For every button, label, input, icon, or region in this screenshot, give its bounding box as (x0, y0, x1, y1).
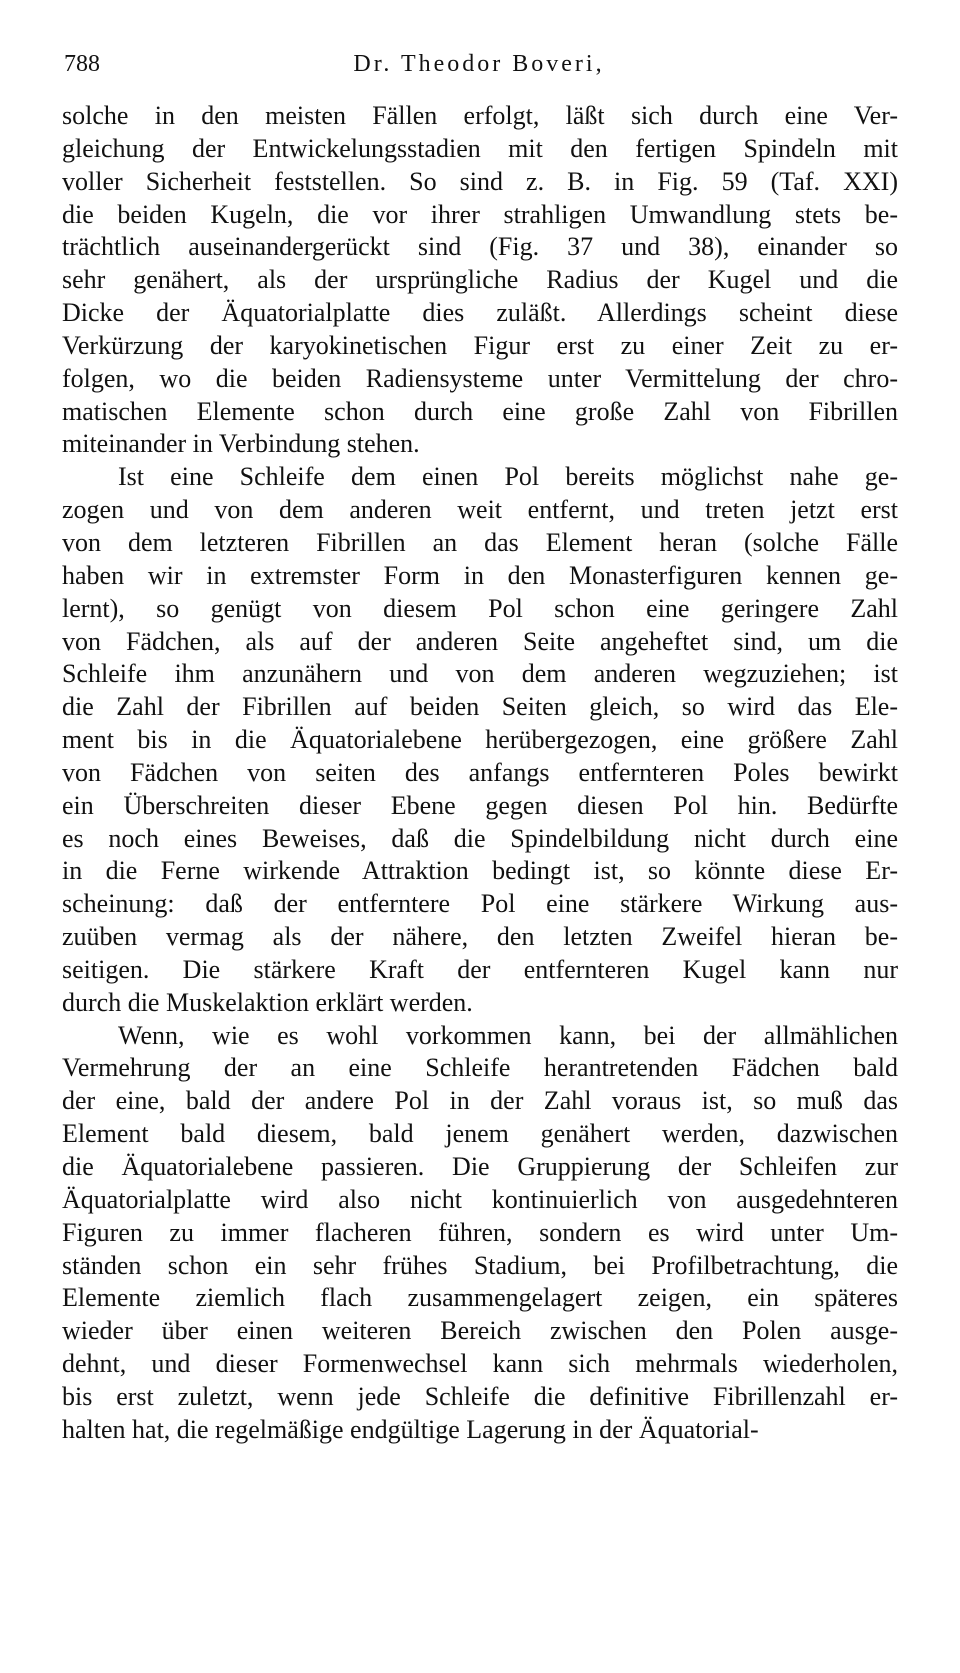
text-line: von Fädchen, als auf der anderen Seite angeheftet sind, um die (62, 626, 898, 656)
text-line: voller Sicherheit feststellen. So sind z. B. in Fig. 59 (Taf. XXI) (62, 166, 898, 196)
text-line: gleichung der Entwickelungsstadien mit den fertigen Spindeln mit (62, 133, 898, 163)
text-line: lernt), so genügt von diesem Pol schon eine geringere Zahl (62, 593, 898, 623)
page-number: 788 (64, 51, 100, 77)
paragraph (62, 1020, 898, 1447)
text-line: ein Überschreiten dieser Ebene gegen diesen Pol hin. Bedürfte (62, 790, 898, 820)
text-line: ment bis in die Äquatorialebene herübergezogen, eine größere Zahl (62, 725, 898, 755)
text-line: bis erst zuletzt, wenn jede Schleife die definitive Fibrillenzahl er- (62, 1381, 898, 1411)
page-header (64, 46, 894, 82)
text-line: Wenn, wie es wohl vorkommen kann, bei der allmählichen (118, 1020, 898, 1050)
text-line: solche in den meisten Fällen erfolgt, läßt sich durch eine Ver- (62, 101, 898, 130)
text-line: es noch eines Beweises, daß die Spindelbildung nicht durch eine (62, 823, 898, 853)
text-line: haben wir in extremster Form in den Monasterfiguren kennen ge- (62, 560, 898, 590)
text-line: seitigen. Die stärkere Kraft der entfernteren Kugel kann nur (62, 954, 898, 984)
body-text (62, 100, 898, 1447)
text-line: Elemente ziemlich flach zusammengelagert zeigen, ein späteres (62, 1283, 898, 1313)
text-line: die beiden Kugeln, die vor ihrer strahligen Umwandlung stets be- (62, 199, 898, 229)
paragraph (62, 100, 898, 461)
text-line: zogen und von dem anderen weit entfernt, und treten jetzt erst (62, 495, 898, 525)
text-line: Vermehrung der an eine Schleife herantretenden Fädchen bald (62, 1053, 898, 1083)
text-line: zuüben vermag als der nähere, den letzten Zweifel hieran be- (62, 922, 898, 952)
text-line: von Fädchen von seiten des anfangs entfernteren Poles bewirkt (62, 757, 898, 787)
text-line: matischen Elemente schon durch eine große Zahl von Fibrillen (62, 396, 898, 426)
text-line: der eine, bald der andere Pol in der Zahl voraus ist, so muß das (62, 1086, 898, 1116)
text-line: trächtlich auseinandergerückt sind (Fig. 37 und 38), einander so (62, 232, 898, 262)
text-line: in die Ferne wirkende Attraktion bedingt ist, so könnte diese Er- (62, 856, 898, 886)
running-head: Dr. Theodor Boveri, (353, 51, 605, 77)
text-line: Schleife ihm anzunähern und von dem anderen wegzuziehen; ist (62, 659, 898, 689)
text-line: miteinander in Verbindung stehen. (62, 429, 420, 459)
text-line: scheinung: daß der entferntere Pol eine stärkere Wirkung aus- (62, 889, 898, 919)
text-line: sehr genähert, als der ursprüngliche Radius der Kugel und die (62, 265, 898, 295)
text-line: durch die Muskelaktion erklärt werden. (62, 987, 473, 1017)
text-line: Element bald diesem, bald jenem genähert werden, dazwischen (62, 1119, 898, 1149)
text-line: Dicke der Äquatorialplatte dies zuläßt. Allerdings scheint diese (62, 298, 898, 328)
text-line: Verkürzung der karyokinetischen Figur erst zu einer Zeit zu er- (62, 330, 898, 360)
text-line: dehnt, und dieser Formenwechsel kann sich mehrmals wiederholen, (62, 1349, 898, 1379)
text-line: Ist eine Schleife dem einen Pol bereits möglichst nahe ge- (118, 462, 898, 492)
text-line: ständen schon ein sehr frühes Stadium, bei Profilbetrachtung, die (62, 1250, 898, 1280)
text-line: halten hat, die regelmäßige endgültige Lagerung in der Äquatorial- (62, 1414, 759, 1444)
text-line: die Zahl der Fibrillen auf beiden Seiten gleich, so wird das Ele- (62, 692, 898, 722)
text-line: Figuren zu immer flacheren führen, sondern es wird unter Um- (62, 1217, 898, 1247)
text-line: folgen, wo die beiden Radiensysteme unter Vermittelung der chro- (62, 363, 898, 393)
text-line: von dem letzteren Fibrillen an das Element heran (solche Fälle (62, 527, 898, 557)
paragraph (62, 461, 898, 1019)
text-line: wieder über einen weiteren Bereich zwischen den Polen ausge- (62, 1316, 898, 1346)
text-line: die Äquatorialebene passieren. Die Gruppierung der Schleifen zur (62, 1152, 898, 1181)
text-line: Äquatorialplatte wird also nicht kontinuierlich von ausgedehnteren (62, 1184, 898, 1214)
